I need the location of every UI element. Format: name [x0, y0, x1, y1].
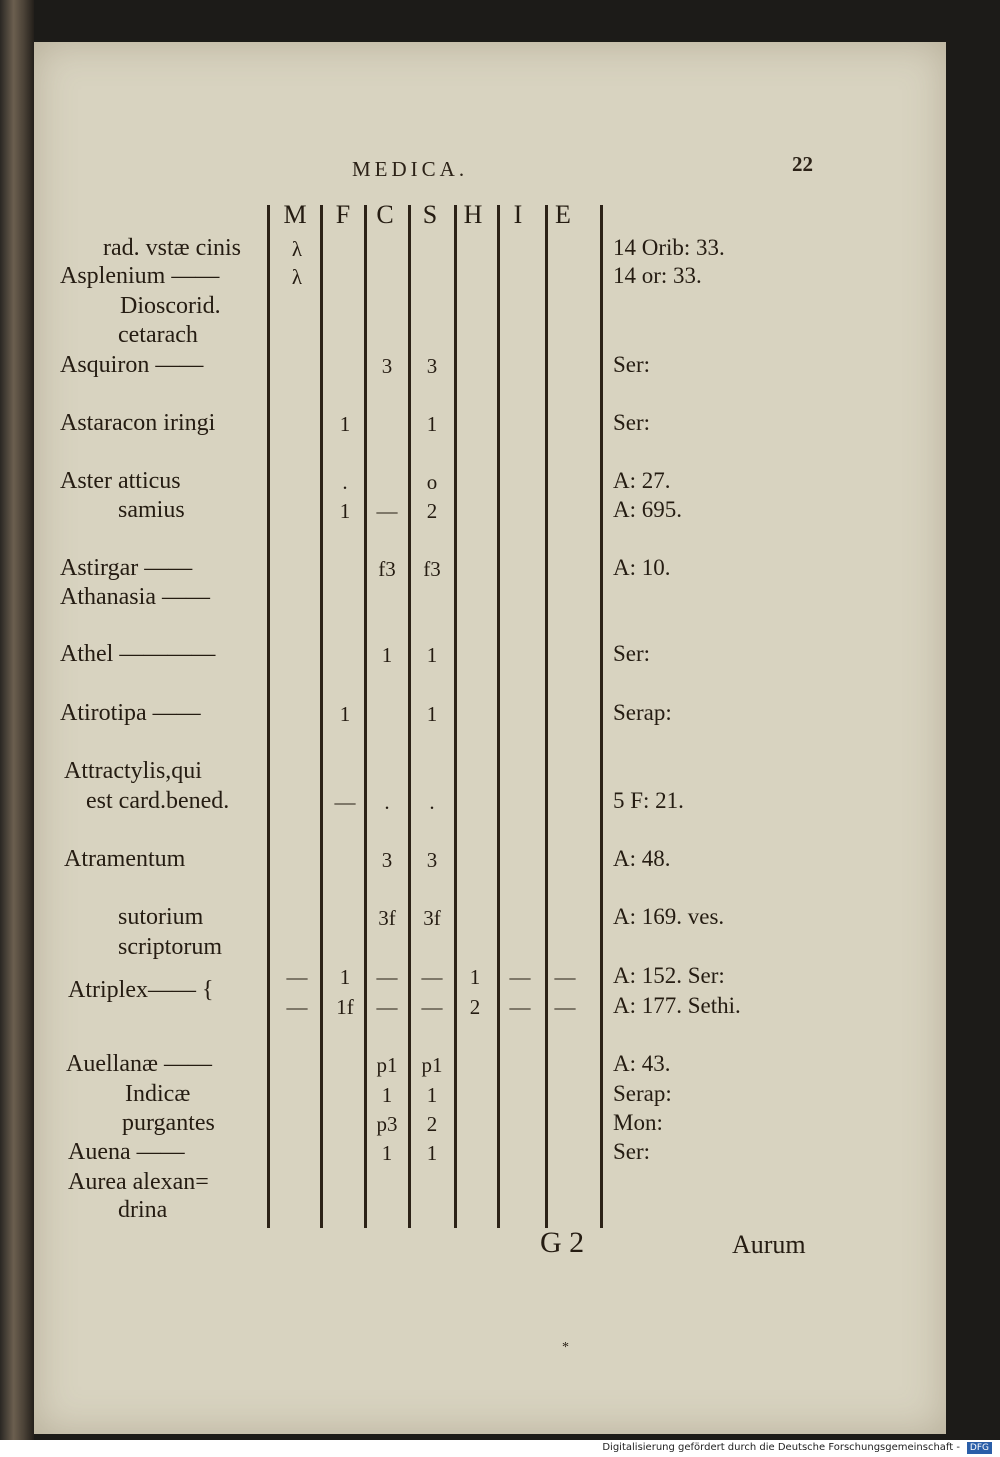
catchword: Aurum [732, 1230, 806, 1259]
entry-label: Atriplex—— { [68, 977, 214, 1003]
book-spine [0, 0, 34, 1440]
table-mark: 1 [381, 1141, 393, 1165]
table-mark: 1 [381, 643, 393, 667]
column-rule [267, 205, 270, 1228]
entry-label: samius [118, 497, 185, 523]
entry-label: Athanasia —— [60, 584, 210, 610]
reference-note: A: 152. Ser: [613, 963, 725, 988]
column-header-m: M [283, 200, 307, 229]
reference-note: Serap: [613, 1081, 672, 1106]
entry-label: Auellanæ —— [66, 1051, 212, 1077]
entry-label: Aster atticus [60, 468, 181, 494]
table-mark: 1 [469, 965, 481, 989]
table-mark: 1 [426, 702, 438, 726]
table-mark: 2 [426, 499, 438, 523]
table-mark: 1 [426, 1141, 438, 1165]
entry-label: Indicæ [125, 1081, 191, 1107]
column-header-e: E [555, 200, 571, 229]
table-mark: 1 [339, 965, 351, 989]
entry-label: Auena —— [68, 1139, 185, 1165]
table-mark: — [334, 790, 356, 814]
reference-note: Ser: [613, 352, 651, 377]
table-mark: 3 [426, 848, 438, 872]
reference-note: A: 27. [613, 468, 671, 493]
column-rule [497, 205, 500, 1228]
table-mark: 1 [426, 1083, 438, 1107]
table-mark: — [376, 995, 398, 1019]
table-mark: . [384, 790, 390, 814]
entry-label: Dioscorid. [120, 293, 221, 319]
table-mark: . [429, 790, 435, 814]
entry-label: purgantes [122, 1110, 215, 1136]
footer-credit: Digitalisierung gefördert durch die Deutsche Forschungsgemeinschaft - [602, 1442, 960, 1453]
table-mark: f3 [423, 557, 441, 581]
reference-note: A: 169. ves. [613, 904, 725, 929]
table-mark: p3 [376, 1112, 398, 1136]
reference-note: 14 Orib: 33. [613, 235, 725, 260]
entry-label: Asquiron —— [60, 352, 204, 378]
table-mark: 1 [426, 643, 438, 667]
column-header-h: H [463, 200, 483, 229]
table-mark: — [286, 995, 308, 1019]
entry-label: scriptorum [118, 934, 222, 960]
table-mark: λ [291, 265, 303, 289]
reference-note: A: 48. [613, 846, 671, 871]
table-mark: 3 [381, 848, 393, 872]
table-mark: 1 [339, 499, 351, 523]
table-mark: p1 [421, 1053, 443, 1077]
table-mark: 3 [426, 354, 438, 378]
table-mark: 3f [423, 906, 441, 930]
entry-label: Aurea alexan= [68, 1169, 209, 1195]
dfg-logo: DFG [967, 1442, 992, 1454]
table-mark: o [426, 470, 438, 494]
table-mark: — [376, 965, 398, 989]
reference-note: Ser: [613, 410, 651, 435]
entry-label: Atramentum [64, 846, 186, 872]
reference-note: Ser: [613, 641, 651, 666]
column-header-f: F [335, 200, 351, 229]
entry-label: Athel ———— [60, 641, 216, 667]
page-number: 22 [792, 152, 813, 176]
column-rule [600, 205, 603, 1228]
entry-label: Attractylis,qui [64, 758, 202, 784]
column-header-s: S [422, 200, 438, 229]
reference-note: Serap: [613, 700, 672, 725]
entry-label: est card.bened. [86, 788, 230, 814]
entry-label: Asplenium —— [60, 263, 220, 289]
table-mark: — [421, 965, 443, 989]
table-mark: . [342, 470, 348, 494]
table-mark: 1 [381, 1083, 393, 1107]
column-rule [320, 205, 323, 1228]
reference-note: Mon: [613, 1110, 663, 1135]
entry-label: rad. vstæ cinis [103, 235, 241, 261]
entry-label: drina [118, 1197, 168, 1223]
column-rule [454, 205, 457, 1228]
table-mark: 1f [336, 995, 354, 1019]
reference-note: A: 695. [613, 497, 682, 522]
reference-note: 14 or: 33. [613, 263, 702, 288]
footer-bar [0, 1440, 1000, 1457]
column-rule [364, 205, 367, 1228]
table-mark: — [554, 995, 576, 1019]
table-mark: 3 [381, 354, 393, 378]
table-mark: — [421, 995, 443, 1019]
column-rule [408, 205, 411, 1228]
running-title: MEDICA. [352, 157, 469, 181]
table-mark: 1 [426, 412, 438, 436]
table-mark: — [509, 965, 531, 989]
table-mark: 1 [339, 702, 351, 726]
reference-note: 5 F: 21. [613, 788, 684, 813]
table-mark: 2 [426, 1112, 438, 1136]
table-mark: — [286, 965, 308, 989]
entry-label: Astirgar —— [60, 555, 193, 581]
table-mark: 3f [378, 906, 396, 930]
entry-label: cetarach [118, 322, 198, 348]
entry-label: Atirotipa —— [60, 700, 201, 726]
reference-note: A: 43. [613, 1051, 671, 1076]
table-mark: λ [291, 237, 303, 261]
entry-label: sutorium [118, 904, 204, 930]
ornament-mark: * [562, 1340, 569, 1355]
table-mark: 2 [469, 995, 481, 1019]
column-header-i: I [513, 200, 523, 229]
table-mark: — [554, 965, 576, 989]
column-rule [545, 205, 548, 1228]
table-mark: p1 [376, 1053, 398, 1077]
entry-label: Astaracon iringi [60, 410, 216, 436]
table-mark: 1 [339, 412, 351, 436]
reference-note: Ser: [613, 1139, 651, 1164]
table-mark: — [376, 499, 398, 523]
signature-mark: G 2 [540, 1226, 585, 1259]
table-mark: — [509, 995, 531, 1019]
reference-note: A: 177. Sethi. [613, 993, 741, 1018]
table-mark: f3 [378, 557, 396, 581]
reference-note: A: 10. [613, 555, 671, 580]
column-header-c: C [376, 200, 394, 229]
